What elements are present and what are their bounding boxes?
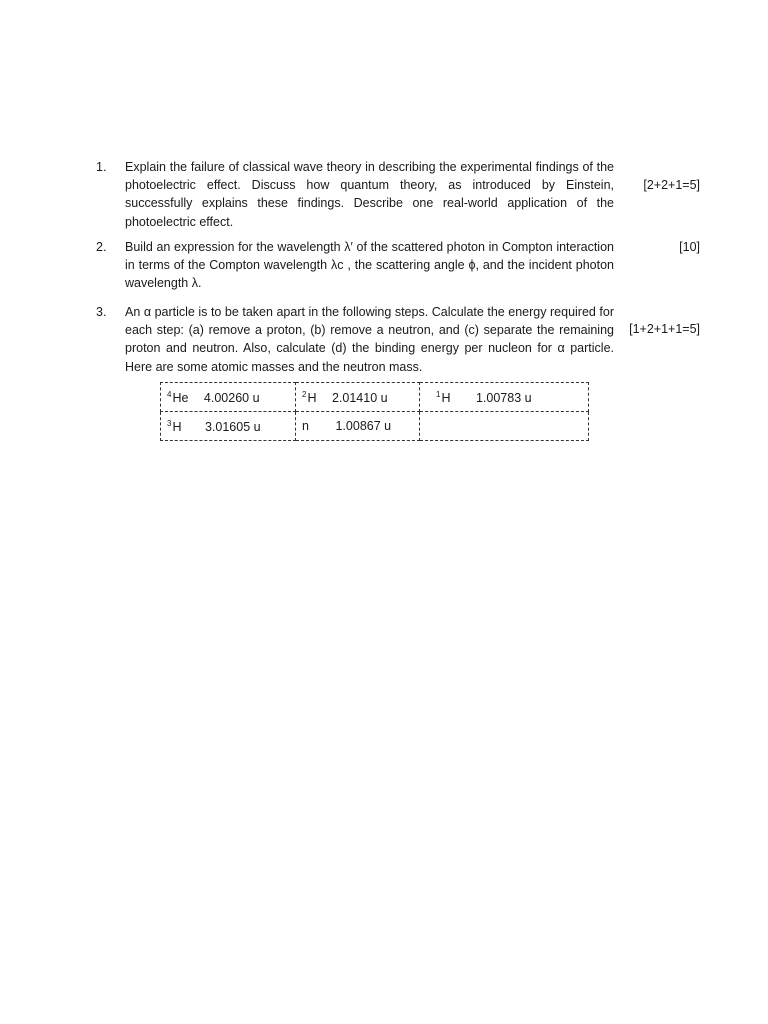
table-cell: [296, 412, 420, 441]
mass-value: 4.00260 u: [203, 390, 260, 405]
question-marks: [2+2+1=5]: [643, 178, 700, 192]
question-text: An α particle is to be taken apart in the following steps. Calculate the energy required for each step: (a) remove a proton, (b) remove a neutron, and (c) separate the remaining proton and neutron. Also, calculate (d) the binding energy per nucleon for α particle. Here are some atomic masses and the neutron mass.: [125, 305, 614, 374]
mass-value: 3.01605 u: [204, 419, 261, 434]
table-row: [161, 412, 589, 441]
table-cell: [161, 383, 296, 412]
mass-value: 1.00867 u: [335, 419, 392, 433]
isotope-symbol: $^3$H: [167, 418, 182, 434]
neutron-symbol: n: [302, 419, 309, 433]
table-cell: [161, 412, 296, 441]
isotope-symbol: $^4$He: [167, 389, 189, 405]
mass-value: 1.00783 u: [475, 390, 532, 405]
atomic-mass-table: [160, 382, 589, 441]
question-text: Explain the failure of classical wave theory in describing the experimental findings of the photoelectric effect. Discuss how quantum theory, as introduced by Einstein, successfully explains these findings. Describe one real-world application of the photoelectric effect.: [125, 160, 614, 229]
table-row: [161, 383, 589, 412]
table-cell: [296, 383, 420, 412]
question-number: 3.: [96, 305, 107, 319]
mass-value: 2.01410 u: [331, 390, 388, 405]
question-number: 2.: [96, 240, 107, 254]
question-text: Build an expression for the wavelength λ′ of the scattered photon in Compton interaction in terms of the Compton wavelength λc , the scattering angle ϕ, and the incident photon wavelength λ.: [125, 240, 614, 291]
isotope-symbol: $^1$H: [436, 389, 451, 405]
question-marks: [10]: [679, 240, 700, 254]
question-marks: [1+2+1+1=5]: [629, 322, 700, 336]
table-cell-empty: [420, 412, 589, 441]
isotope-symbol: $^2$H: [302, 389, 317, 405]
table-cell: [420, 383, 589, 412]
question-number: 1.: [96, 160, 107, 174]
